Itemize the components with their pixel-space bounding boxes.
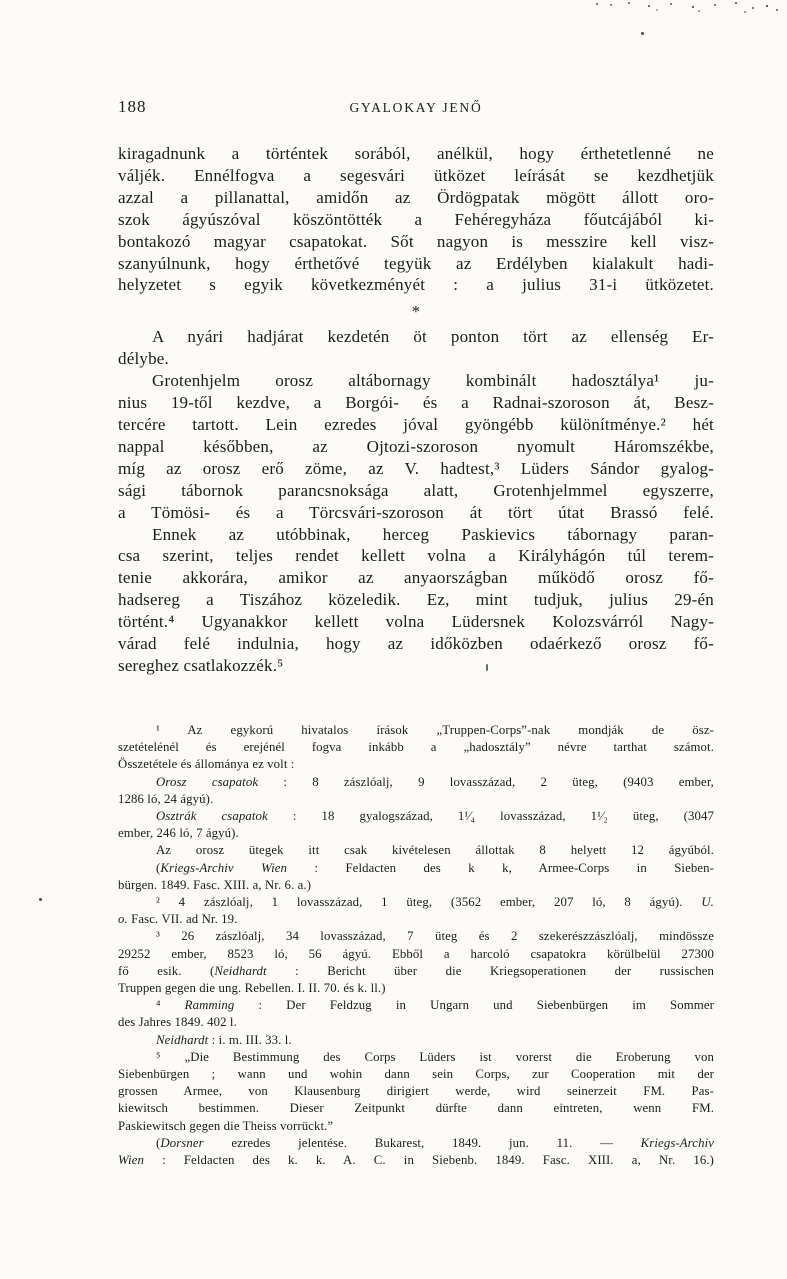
text-line: nappal későbben, az Ojtozi-szoroson nyomult Háromszékbe,: [118, 436, 714, 456]
footnote-text-run: : Bericht über die Kriegsoperationen der russischen: [266, 963, 714, 978]
footnote-line: [118, 1100, 714, 1117]
text-line: csa szerint, teljes rendet kellett volna a Királyhágón túl terem-: [118, 546, 714, 566]
footnote-text-run: ⁴: [156, 998, 185, 1013]
text-line: azzal a pillanattal, amidőn az Ördögpatak mögött állott oro-: [118, 187, 714, 207]
text-line: váljék. Ennélfogva a segesvári ütközet leírását se kezdhetjük: [118, 165, 714, 185]
footnote-text-run: ⁵ „Die Bestimmung des Corps Lüders ist vorerst die Eroberung von: [156, 1049, 714, 1064]
footnote-line: [118, 894, 714, 911]
footnote-paragraph: [118, 894, 714, 928]
footnotes-section: [118, 722, 714, 1169]
footnote-line: [118, 1152, 714, 1169]
footnote-text-run: szetételénél és erejénél fogva inkább a „hadosztály” névre tarthat számot.: [118, 740, 714, 755]
footnote-line: [118, 842, 714, 859]
footnote-paragraph: [118, 928, 714, 997]
footnote-line: [118, 980, 714, 997]
running-header: [118, 97, 714, 119]
footnote-text-run: ² 4 zászlóalj, 1 lovasszázad, 1 üteg, (3562 ember, 207 ló, 8 ágyú).: [156, 895, 702, 910]
footnote-italic-run: Dorsner: [160, 1135, 204, 1150]
text-line: hadsereg a Tiszához közeledik. Ez, mint tudjuk, julius 29-én: [118, 590, 714, 610]
paragraph-3: [118, 370, 714, 523]
footnote-text-run: des Jahres 1849. 402 l.: [118, 1015, 237, 1030]
text-line: történt.⁴ Ugyanakkor kellett volna Lüdersnek Kolozsvárról Nagy-: [118, 612, 714, 632]
footnote-paragraph: [118, 774, 714, 808]
footnote-line: [118, 774, 714, 791]
footnote-italic-run: Kriegs-Archiv: [640, 1135, 714, 1150]
footnote-text-run: grossen Armee, von Klausenburg dirigiert werde, wird seinerzeit FM. Pas-: [118, 1084, 714, 1099]
footnote-italic-run: Wien: [118, 1153, 144, 1168]
footnote-line: [118, 756, 714, 773]
footnote-paragraph: [118, 860, 714, 894]
footnote-line: [118, 997, 714, 1014]
footnote-line: [118, 739, 714, 756]
footnote-text-run: : Feldacten des k. k. A. C. in Siebenb. 1849. Fasc. XIII. a, Nr. 16.): [144, 1153, 714, 1168]
footnote-text-run: : Der Feldzug in Ungarn und Siebenbürgen im Sommer: [234, 998, 714, 1013]
footnote-line: [118, 1135, 714, 1152]
footnote-paragraph: [118, 997, 714, 1031]
text-line: helyzetet s egyik következményét : a julius 31-i ütközetet.: [118, 275, 714, 295]
text-line: nius 19-től kezdve, a Borgói- és a Radnai-szoroson át, Besz-: [118, 393, 714, 413]
section-separator-asterisk: *: [411, 302, 421, 322]
footnote-text-run: ³ 26 zászlóalj, 34 lovasszázad, 7 üteg és 2 szekerészzászlóalj, mindössze: [156, 929, 714, 944]
text-line: tercére tartott. Lein ezredes jóval gyöngébb különítménye.² hét: [118, 414, 714, 434]
footnote-line: [118, 963, 714, 980]
footnote-line: [118, 1032, 714, 1049]
footnote-paragraph: [118, 808, 714, 842]
footnote-text-run: (: [156, 1135, 161, 1150]
text-line: míg az orosz erő zöme, az V. hadtest,³ Lüders Sándor gyalog-: [118, 458, 714, 478]
footnote-line: [118, 946, 714, 963]
footnote-paragraph: [118, 722, 714, 774]
footnote-line: [118, 911, 714, 928]
footnote-text-run: Összetétele és állománya ez volt :: [118, 757, 295, 772]
text-line: a Tömösi- és a Törcsvári-szoroson át tört útat Brassó felé.: [118, 502, 714, 522]
paragraph-1: [118, 143, 714, 296]
footnote-line: [118, 1118, 714, 1135]
footnote-paragraph: [118, 1135, 714, 1169]
text-line: sereghez csatlakozzék.⁵: [118, 655, 284, 675]
footnote-line: [118, 791, 714, 808]
footnote-text-run: 29252 ember, 8523 ló, 56 ágyú. Ebből a harcoló csapatokra körülbelül 27300: [118, 946, 714, 961]
footnote-paragraph: [118, 1049, 714, 1135]
footnote-italic-run: Kriegs-Archiv Wien: [160, 860, 288, 875]
footnote-text-run: : 8 zászlóalj, 9 lovasszázad, 2 üteg, (9403 ember,: [258, 774, 714, 789]
footnote-line: [118, 1083, 714, 1100]
footnote-line: [118, 1066, 714, 1083]
footnote-text-run: ezredes jelentése. Bukarest, 1849. jun. 11. —: [203, 1135, 641, 1150]
footnote-text-run: Truppen gegen die ung. Rebellen. I. II. 70. és k. ll.): [118, 981, 386, 996]
footnote-text-run: : 18 gyalogszázad, 1¹⁄₄ lovasszázad, 1¹⁄₂ üteg, (3047: [267, 809, 714, 824]
footnote-italic-run: U.: [701, 895, 714, 910]
text-line: szok ágyúszóval köszöntötték a Fehéregyháza főutcájából ki-: [118, 209, 714, 229]
footnote-line: [118, 1049, 714, 1066]
footnote-italic-run: o.: [118, 912, 128, 927]
scan-speck: [641, 32, 644, 35]
footnote-line: [118, 1014, 714, 1031]
footnote-italic-run: Orosz csapatok: [156, 774, 259, 789]
text-line: délybe.: [118, 349, 169, 369]
footnote-text-run: Siebenbürgen ; wann und wohin dann sein Corps, zur Cooperation mit der: [118, 1067, 714, 1082]
footnote-paragraph: [118, 842, 714, 859]
text-line: várad felé indulnia, hogy az időközben odaérkező orosz fő-: [118, 634, 714, 654]
footnote-line: [118, 860, 714, 877]
footnote-text-run: Fasc. VII. ad Nr. 19.: [127, 912, 238, 927]
footnote-text-run: ¹ Az egykorú hivatalos írások „Truppen-Corps”-nak mondják de ösz-: [156, 723, 714, 737]
footnote-text-run: 1286 ló, 24 ágyú).: [118, 791, 214, 806]
footnote-text-run: Paskiewitsch gegen die Theiss vorrückt.”: [118, 1118, 334, 1133]
text-line: kiragadnunk a történtek sorából, anélkül, hogy érthetetlenné ne: [118, 144, 714, 163]
footnote-line: [118, 825, 714, 842]
footnote-text-run: ember, 246 ló, 7 ágyú).: [118, 826, 239, 841]
footnote-line: [118, 722, 714, 739]
footnote-italic-run: Osztrák csapatok: [156, 809, 268, 824]
footnote-text-run: Az orosz ütegek itt csak kivételesen állottak 8 helyett 12 ágyúból.: [156, 843, 714, 858]
text-line: sági tábornok parancsnoksága alatt, Grotenhjelmmel egyszerre,: [118, 480, 714, 500]
scan-speck: [39, 898, 42, 901]
footnote-text-run: (: [156, 860, 161, 875]
paragraph-2: [118, 326, 714, 370]
page-number: 188: [118, 97, 147, 116]
footnote-line: [118, 928, 714, 945]
text-line: A nyári hadjárat kezdetén öt ponton tört az ellenség Er-: [152, 327, 714, 347]
running-title: GYALOKAY JENŐ: [349, 100, 483, 115]
footnote-text-run: fő esik. (: [118, 963, 215, 978]
scan-noise: [596, 3, 598, 5]
text-line: tenie akkorára, amikor az anyaországban működő orosz fő-: [118, 568, 714, 588]
body-text: [118, 143, 714, 677]
footnote-paragraph: [118, 1032, 714, 1049]
footnote-italic-run: Neidhardt: [214, 963, 267, 978]
text-line: szanyúlnunk, hogy érthetővé tegyük az Erdélyben kialakult hadi-: [118, 253, 714, 273]
text-line: bontakozó magyar csapatokat. Sőt nagyon is messzire kell visz-: [118, 231, 714, 251]
text-line: Ennek az utóbbinak, herceg Paskievics tábornagy paran-: [152, 524, 714, 544]
footnote-italic-run: Ramming: [184, 998, 235, 1013]
footnote-italic-run: Neidhardt: [156, 1032, 209, 1047]
footnote-line: [118, 808, 714, 825]
scan-speck: [486, 664, 488, 671]
footnote-text-run: bürgen. 1849. Fasc. XIII. a, Nr. 6. a.): [118, 877, 312, 892]
footnote-line: [118, 877, 714, 894]
footnote-text-run: : Feldacten des k k, Armee-Corps in Sieben-: [287, 860, 714, 875]
footnote-text-run: kiewitsch bestimmen. Dieser Zeitpunkt dürfte dann eintreten, wenn FM.: [118, 1101, 714, 1116]
footnote-text-run: : i. m. III. 33. l.: [208, 1032, 292, 1047]
paragraph-4: [118, 524, 714, 677]
text-line: Grotenhjelm orosz altábornagy kombinált hadosztálya¹ ju-: [152, 371, 714, 391]
